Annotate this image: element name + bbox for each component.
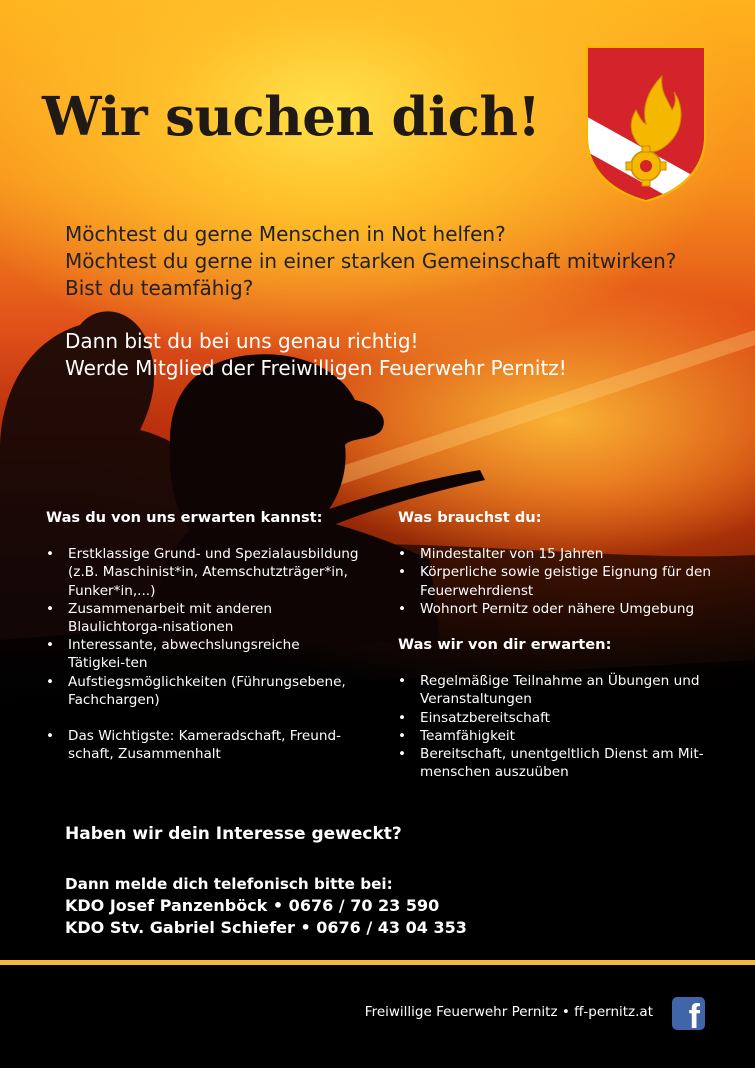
facebook-icon[interactable]: f xyxy=(672,997,705,1030)
list-item: • Einsatzbereitschaft xyxy=(398,709,550,726)
bullet-icon: • xyxy=(398,673,407,690)
contact-section xyxy=(65,824,467,939)
section-heading: Was wir von dir erwarten: xyxy=(398,636,612,654)
bullet-icon: • xyxy=(398,709,407,726)
intro-question: Möchtest du gerne Menschen in Not helfen? xyxy=(65,222,506,246)
contact-question: Haben wir dein Interesse geweckt? xyxy=(65,824,402,844)
footer-text: Freiwillige Feuerwehr Pernitz • ff-pernitz.at xyxy=(364,1004,653,1020)
list-item: • Aufstiegsmöglichkeiten (Führungsebene, Fachchargen) xyxy=(46,673,346,708)
bullet-icon: • xyxy=(398,564,407,581)
list-item: • Interessante, abwechslungsreiche Tätigkei-ten xyxy=(46,637,300,672)
intro-questions xyxy=(65,221,676,302)
list-item: • Körperliche sowie geistige Eignung für den Feuerwehrdienst xyxy=(398,564,712,599)
bullet-icon: • xyxy=(398,600,407,617)
list-item: • Regelmäßige Teilnahme an Übungen und Veranstaltungen xyxy=(398,673,700,708)
cta-line: Dann bist du bei uns genau richtig! xyxy=(65,329,419,353)
page-title: Wir suchen dich! xyxy=(42,86,541,148)
firefighter-crest-icon xyxy=(584,44,708,202)
cta-line: Werde Mitglied der Freiwilligen Feuerwehr Pernitz! xyxy=(65,356,567,380)
footer-divider xyxy=(0,960,755,965)
list-item: • Mindestalter von 15 Jahren xyxy=(398,546,604,563)
list-item: • Zusammenarbeit mit anderen Blaulichtorga-nisationen xyxy=(46,600,273,636)
intro-question: Möchtest du gerne in einer starken Gemeinschaft mitwirken? xyxy=(65,249,677,273)
section-heading: Was brauchst du: xyxy=(398,509,542,526)
contact-intro: Dann melde dich telefonisch bitte bei: xyxy=(65,875,393,893)
list-item: • Das Wichtigste: Kameradschaft, Freund-schaft, Zusammenhalt xyxy=(46,728,342,763)
bullet-icon: • xyxy=(46,637,55,654)
bullet-icon: • xyxy=(46,600,55,617)
bullet-icon: • xyxy=(398,746,407,763)
bullet-icon: • xyxy=(46,546,55,563)
section-heading: Was du von uns erwarten kannst: xyxy=(46,509,323,526)
bullet-icon: • xyxy=(46,673,55,690)
contact-person: KDO Josef Panzenböck • 0676 / 70 23 590 xyxy=(65,896,440,915)
intro-question: Bist du teamfähig? xyxy=(65,276,254,300)
list-item: • Bereitschaft, unentgeltlich Dienst am Mit-menschen auszuüben xyxy=(398,746,704,781)
list-item: • Teamfähigkeit xyxy=(398,727,515,744)
list-item: • Wohnort Pernitz oder nähere Umgebung xyxy=(398,600,695,617)
expect-from-us-section xyxy=(46,509,361,763)
list-item: • Erstklassige Grund- und Spezialausbildung (z.B. Maschinist*in, Atemschutzträger*in, Funker*in,...) xyxy=(46,546,359,599)
requirements-section xyxy=(398,509,718,781)
bullet-icon: • xyxy=(46,728,55,745)
contact-person: KDO Stv. Gabriel Schiefer • 0676 / 43 04 353 xyxy=(65,918,467,937)
bullet-icon: • xyxy=(398,727,407,744)
bullet-icon: • xyxy=(398,546,407,563)
intro-call-to-action xyxy=(65,328,567,382)
